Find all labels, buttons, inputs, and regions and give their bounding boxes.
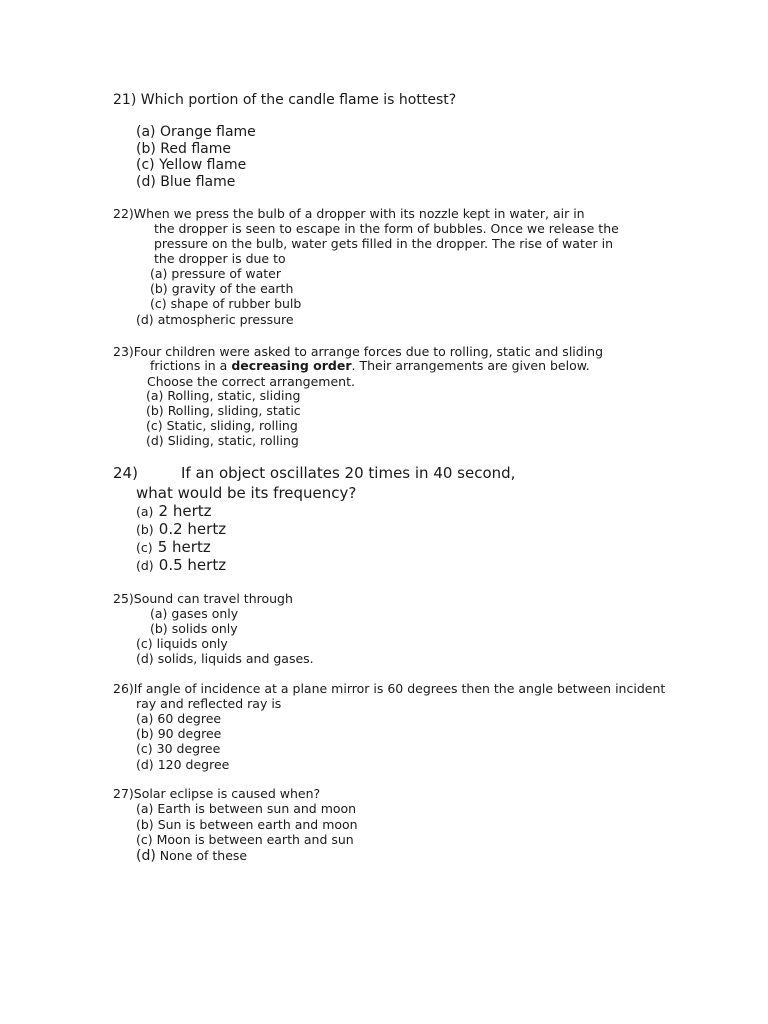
option-label: (a) bbox=[150, 266, 168, 281]
option-label: (b) bbox=[136, 141, 156, 157]
option-c bbox=[136, 743, 220, 756]
option-b bbox=[150, 623, 238, 636]
option-d bbox=[136, 653, 314, 666]
option-d bbox=[136, 175, 235, 189]
option-c bbox=[136, 539, 211, 555]
option-text: 120 degree bbox=[157, 757, 230, 772]
emphasis-text: decreasing order bbox=[231, 358, 352, 373]
option-label: (d) bbox=[136, 848, 156, 864]
option-label: (a) bbox=[136, 711, 154, 726]
question-text: Which portion of the candle flame is hottest? bbox=[140, 92, 457, 108]
option-text: Moon is between earth and sun bbox=[156, 832, 354, 847]
option-label: (c) bbox=[146, 418, 163, 433]
option-b bbox=[136, 142, 231, 156]
option-b bbox=[150, 283, 293, 296]
option-label: (d) bbox=[136, 651, 154, 666]
option-a bbox=[146, 390, 300, 403]
option-text: Static, sliding, rolling bbox=[166, 418, 298, 433]
option-text: 90 degree bbox=[157, 726, 222, 741]
option-label: (a) bbox=[136, 124, 156, 140]
option-label: (c) bbox=[136, 832, 153, 847]
option-d bbox=[136, 557, 226, 573]
option-label: (a) bbox=[150, 606, 168, 621]
option-a bbox=[136, 713, 221, 726]
option-label: (c) bbox=[136, 157, 155, 173]
option-text: Yellow flame bbox=[159, 157, 247, 173]
option-text: Sliding, static, rolling bbox=[167, 433, 299, 448]
option-d bbox=[136, 849, 247, 863]
option-c bbox=[136, 834, 354, 847]
question-22-stem-line-4: the dropper is due to bbox=[154, 251, 286, 266]
question-26-stem-line-2: ray and reflected ray is bbox=[136, 696, 282, 711]
question-number: 24) bbox=[113, 464, 138, 482]
option-label: (b) bbox=[136, 817, 154, 832]
question-number: 26) bbox=[113, 681, 134, 696]
question-number: 27) bbox=[113, 786, 134, 801]
option-label: (a) bbox=[146, 388, 164, 403]
question-23-stem-line-2 bbox=[150, 360, 590, 373]
option-label: (d) bbox=[136, 757, 154, 772]
question-number: 25) bbox=[113, 591, 134, 606]
option-text: Sun is between earth and moon bbox=[157, 817, 358, 832]
option-a bbox=[136, 503, 211, 519]
question-22-stem-line-3: pressure on the bulb, water gets filled in the dropper. The rise of water in bbox=[154, 236, 614, 251]
option-d bbox=[136, 314, 294, 327]
option-c bbox=[150, 298, 301, 311]
question-22-stem-line-1 bbox=[113, 208, 585, 221]
option-a bbox=[136, 125, 256, 139]
question-25-stem bbox=[113, 593, 293, 606]
question-24-stem-line-2: what would be its frequency? bbox=[136, 484, 357, 502]
option-c bbox=[146, 420, 298, 433]
option-label: (a) bbox=[136, 801, 154, 816]
question-24-stem-line-1: If an object oscillates 20 times in 40 second, bbox=[181, 464, 516, 482]
question-text: Sound can travel through bbox=[133, 591, 293, 606]
option-text: Rolling, sliding, static bbox=[167, 403, 301, 418]
option-text: Orange flame bbox=[159, 124, 256, 140]
option-label: (c) bbox=[136, 741, 153, 756]
option-text: None of these bbox=[159, 848, 248, 863]
question-text: If angle of incidence at a plane mirror is 60 degrees then the angle between incident bbox=[133, 681, 666, 696]
option-a bbox=[136, 803, 356, 816]
option-text: 60 degree bbox=[157, 711, 222, 726]
question-21-stem bbox=[113, 93, 456, 107]
question-text: Four children were asked to arrange forces due to rolling, static and sliding bbox=[133, 344, 604, 359]
question-23-stem-line-1 bbox=[113, 346, 603, 359]
question-text: When we press the bulb of a dropper with its nozzle kept in water, air in bbox=[133, 206, 585, 221]
option-label: (d) bbox=[146, 433, 164, 448]
question-number: 21) bbox=[113, 92, 137, 108]
question-22-stem-line-2: the dropper is seen to escape in the form of bubbles. Once we release the bbox=[154, 221, 619, 236]
option-label: (c) bbox=[150, 296, 167, 311]
option-d bbox=[136, 759, 229, 772]
option-c bbox=[136, 638, 228, 651]
option-text: Rolling, static, sliding bbox=[167, 388, 301, 403]
option-b bbox=[136, 728, 221, 741]
option-text: shape of rubber bulb bbox=[170, 296, 302, 311]
option-b bbox=[136, 521, 226, 537]
option-a bbox=[150, 608, 238, 621]
option-text: gases only bbox=[171, 606, 239, 621]
text-segment: frictions in a bbox=[150, 358, 232, 373]
option-label: (b) bbox=[136, 726, 154, 741]
question-text: Solar eclipse is caused when? bbox=[133, 786, 321, 801]
option-text: atmospheric pressure bbox=[157, 312, 294, 327]
option-a bbox=[150, 268, 281, 281]
option-text: solids only bbox=[171, 621, 238, 636]
option-label: (b) bbox=[136, 522, 154, 537]
option-label: (c) bbox=[136, 636, 153, 651]
question-23-stem-line-3: Choose the correct arrangement. bbox=[147, 374, 355, 389]
option-label: (b) bbox=[150, 281, 168, 296]
option-label: (a) bbox=[136, 504, 154, 519]
option-label: (d) bbox=[136, 312, 154, 327]
option-d bbox=[146, 435, 299, 448]
option-text: Blue flame bbox=[160, 174, 236, 190]
text-segment: . Their arrangements are given below. bbox=[351, 358, 590, 373]
question-number: 22) bbox=[113, 206, 134, 221]
question-27-stem bbox=[113, 788, 320, 801]
option-text: pressure of water bbox=[171, 266, 282, 281]
option-label: (b) bbox=[150, 621, 168, 636]
option-text: liquids only bbox=[156, 636, 228, 651]
option-text: Red flame bbox=[160, 141, 231, 157]
option-label: (d) bbox=[136, 558, 154, 573]
option-text: Earth is between sun and moon bbox=[157, 801, 357, 816]
option-b bbox=[146, 405, 301, 418]
option-text: 0.5 hertz bbox=[158, 556, 227, 574]
option-text: solids, liquids and gases. bbox=[157, 651, 314, 666]
option-text: gravity of the earth bbox=[171, 281, 294, 296]
option-label: (c) bbox=[136, 540, 153, 555]
option-label: (d) bbox=[136, 174, 156, 190]
option-text: 0.2 hertz bbox=[158, 520, 227, 538]
question-26-stem-line-1 bbox=[113, 683, 665, 696]
option-text: 30 degree bbox=[156, 741, 221, 756]
option-c bbox=[136, 158, 246, 172]
option-text: 2 hertz bbox=[158, 502, 212, 520]
option-label: (b) bbox=[146, 403, 164, 418]
option-text: 5 hertz bbox=[157, 538, 211, 556]
question-number: 23) bbox=[113, 344, 134, 359]
option-b bbox=[136, 819, 358, 832]
